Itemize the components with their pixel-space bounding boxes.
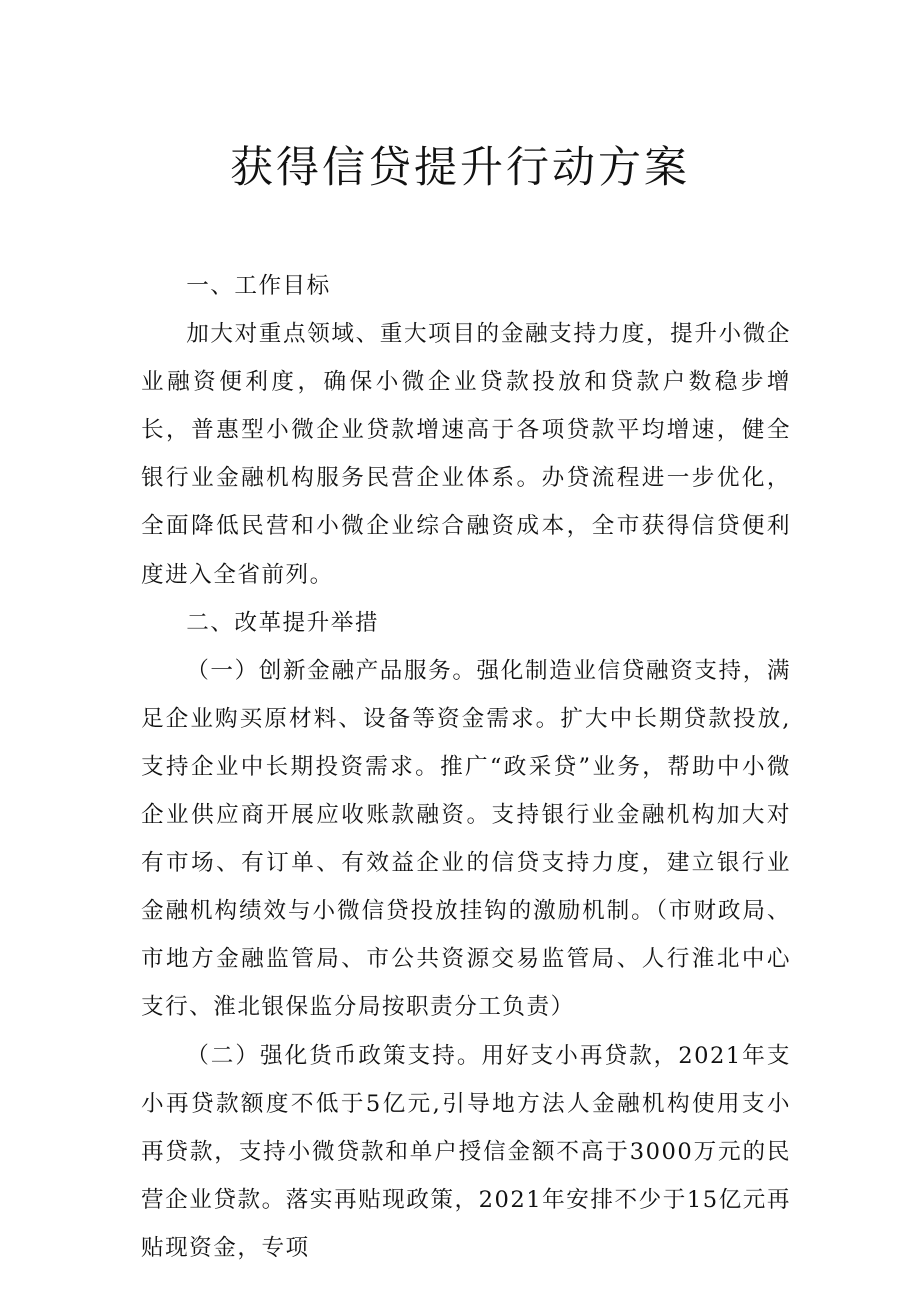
document-body [141, 262, 791, 1272]
measure-paragraph-2: （二）强化货币政策支持。用好支小再贷款，2021年支小再贷款额度不低于5亿元,引导地方法人金融机构使用支小再贷款，支持小微贷款和单户授信金额不高于3000万元的民营企业贷款。落实再贴现政策，2021年安排不少于15亿元再贴现资金，专项 [141, 1042, 791, 1261]
goals-paragraph: 加大对重点领域、重大项目的金融支持力度，提升小微企业融资便利度，确保小微企业贷款投放和贷款户数稳步增长，普惠型小微企业贷款增速高于各项贷款平均增速，健全银行业金融机构服务民营企业体系。办贷流程进一步优化，全面降低民营和小微企业综合融资成本，全市获得信贷便利度进入全省前列。 [141, 321, 791, 588]
section-heading-measures: 二、改革提升举措 [186, 609, 379, 636]
measure-paragraph-1: （一）创新金融产品服务。强化制造业信贷融资支持，满足企业购买原材料、设备等资金需求。扩大中长期贷款投放,支持企业中长期投资需求。推广“政采贷”业务，帮助中小微企业供应商开展应收账款融资。支持银行业金融机构加大对有市场、有订单、有效益企业的信贷支持力度，建立银行业金融机构绩效与小微信贷投放挂钩的激励机制。（市财政局、市地方金融监管局、市公共资源交易监管局、人行淮北中心支行、淮北银保监分局按职责分工负责） [141, 657, 791, 1021]
section-heading-goals: 一、工作目标 [186, 273, 331, 299]
document-title: 获得信贷提升行动方案 [230, 143, 690, 193]
